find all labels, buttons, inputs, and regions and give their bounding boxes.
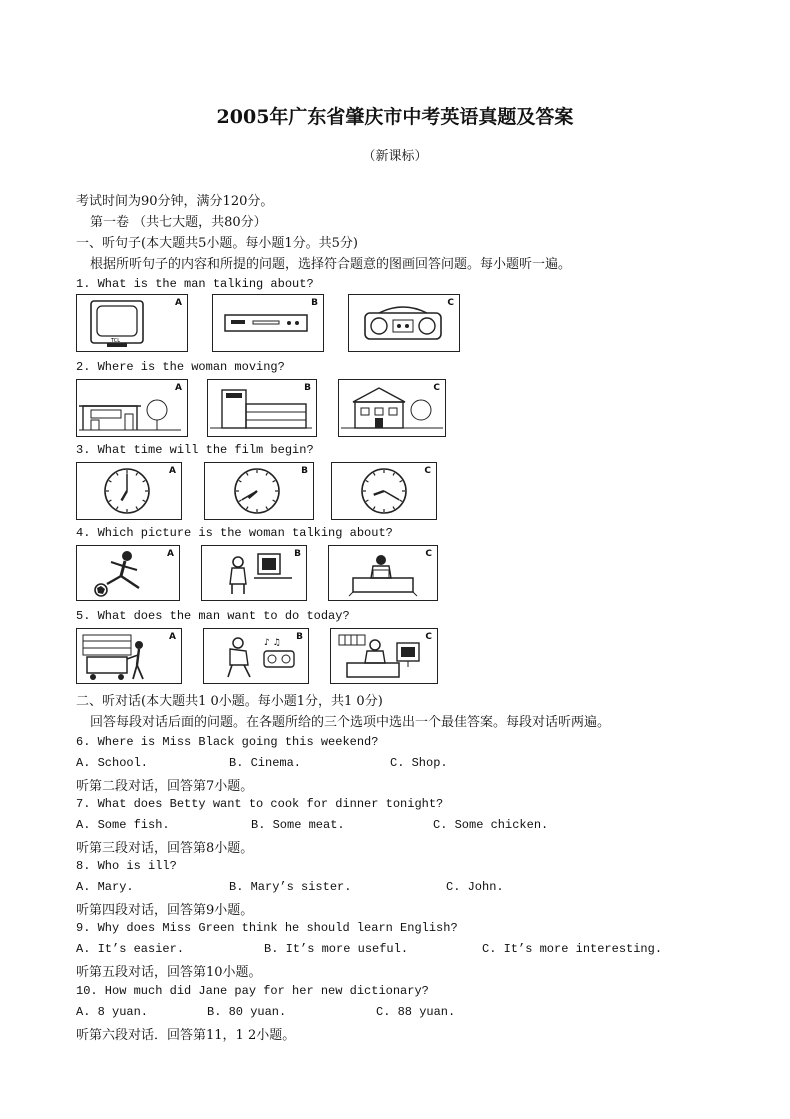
video-player-icon [213,295,323,351]
option-6a[interactable]: A. School. [76,756,149,770]
clock-tick [374,473,376,476]
page-title: 2005年广东省肇庆市中考英语真题及答案 [216,106,574,128]
radio-cassette-icon [349,295,459,351]
option-8a[interactable]: A. Mary. [76,880,134,894]
option-7a[interactable]: A. Some fish. [76,818,170,832]
option-6b[interactable]: B. Cinema. [229,756,302,770]
clock-tick [273,500,276,502]
exam-time-line: 考试时间为90分钟，满分120分。 [76,194,274,209]
clock-tick [239,500,242,502]
option-label: B [301,466,308,476]
picture-option-4c[interactable] [328,545,438,601]
clock-icon [332,463,436,519]
option-8c[interactable]: C. John. [446,880,504,894]
option-label: B [311,298,318,308]
question-9: 9. Why does Miss Green think he should learn English? [76,921,458,935]
picture-option-3a[interactable] [76,462,182,520]
clock-tick [366,481,369,483]
question-5: 5. What does the man want to do today? [76,609,350,623]
house-icon [339,380,445,436]
clock-tick [393,473,395,476]
dialog-note-7: 听第二段对话，回答第7小题。 [76,779,254,794]
picture-option-2b[interactable] [207,379,317,437]
option-9b[interactable]: B. It’s more useful. [264,942,409,956]
picture-option-2c[interactable] [338,379,446,437]
shop-building-icon [77,380,187,436]
soccer-player-icon [77,546,179,600]
option-label: C [424,466,431,476]
question-6: 6. Where is Miss Black going this weekend? [76,735,379,749]
picture-option-4a[interactable] [76,545,180,601]
svg-text:TCL: TCL [111,338,121,344]
dialog-note-9: 听第四段对话，回答第9小题。 [76,903,254,918]
clock-tick [136,473,138,476]
question-4: 4. Which picture is the woman talking about? [76,526,393,540]
factory-building-icon [208,380,316,436]
clock-tick [109,500,112,502]
section-one-heading: 一、听句子(本大题共5小题。每小题1分。共5分) [76,236,358,251]
svg-text:♪ ♫: ♪ ♫ [264,638,281,648]
clock-tick [143,481,146,483]
clock-tick [247,473,249,476]
section-two-heading: 二、听对话(本大题共1 0小题。每小题1分，共1 0分) [76,694,383,709]
option-6c[interactable]: C. Shop. [390,756,448,770]
option-label: C [425,632,432,642]
teacher-at-desk-icon [329,546,437,600]
option-10b[interactable]: B. 80 yuan. [207,1005,287,1019]
clock-icon [205,463,313,519]
option-label: A [169,632,176,642]
office-worker-icon [331,629,437,683]
option-label: A [169,466,176,476]
option-label: B [304,383,311,393]
picture-option-1a[interactable] [76,294,188,352]
picture-option-3b[interactable] [204,462,314,520]
clock-hour-hand [374,491,384,495]
part-one-heading: 第一卷 （共七大题，共80分） [90,215,267,230]
shopping-cart-icon [77,629,181,683]
clock-icon [77,463,181,519]
clock-minute-hand [384,491,399,500]
clock-tick [400,481,403,483]
question-7: 7. What does Betty want to cook for dinner tonight? [76,797,444,811]
clock-tick [374,507,376,510]
option-label: B [294,549,301,559]
option-10c[interactable]: C. 88 yuan. [376,1005,456,1019]
question-2: 2. Where is the woman moving? [76,360,285,374]
page-subtitle: （新课标） [362,149,428,164]
picture-option-1c[interactable] [348,294,460,352]
picture-option-4b[interactable] [201,545,307,601]
dialog-note-11-12: 听第六段对话．回答第11，1 2小题。 [76,1028,296,1043]
picture-option-5c[interactable] [330,628,438,684]
clock-tick [109,481,112,483]
question-3: 3. What time will the film begin? [76,443,314,457]
option-7c[interactable]: C. Some chicken. [433,818,549,832]
option-10a[interactable]: A. 8 yuan. [76,1005,149,1019]
option-label: B [296,632,303,642]
clock-tick [400,500,403,502]
picture-option-5a[interactable] [76,628,182,684]
option-label: A [167,549,174,559]
option-label: A [175,383,182,393]
dialog-note-10: 听第五段对话，回答第10小题。 [76,965,262,980]
clock-tick [266,507,268,510]
picture-option-5b[interactable] [203,628,309,684]
clock-tick [239,481,242,483]
picture-option-1b[interactable] [212,294,324,352]
clock-tick [366,500,369,502]
clock-tick [143,500,146,502]
clock-tick [136,507,138,510]
clock-tick [117,473,119,476]
clock-tick [273,481,276,483]
option-9c[interactable]: C. It’s more interesting. [482,942,663,956]
option-9a[interactable]: A. It’s easier. [76,942,185,956]
question-1: 1. What is the man talking about? [76,277,314,291]
clock-tick [117,507,119,510]
option-7b[interactable]: B. Some meat. [251,818,345,832]
option-8b[interactable]: B. Mary’s sister. [229,880,352,894]
clock-tick [266,473,268,476]
section-one-instruction: 根据所听句子的内容和所提的问题，选择符合题意的图画回答问题。每小题听一遍。 [90,257,572,272]
section-two-instruction: 回答每段对话后面的问题。在各题所给的三个选项中选出一个最佳答案。每段对话听两遍。 [90,715,611,730]
option-label: C [425,549,432,559]
option-label: C [433,383,440,393]
tv-icon [77,295,187,351]
option-label: A [175,298,182,308]
dialog-note-8: 听第三段对话，回答第8小题。 [76,841,254,856]
clock-tick [393,507,395,510]
picture-option-2a[interactable] [76,379,188,437]
question-8: 8. Who is ill? [76,859,177,873]
picture-option-3c[interactable] [331,462,437,520]
option-label: C [447,298,454,308]
clock-hour-hand [122,491,128,501]
question-10: 10. How much did Jane pay for her new dictionary? [76,984,429,998]
music-listener-icon [204,629,308,683]
computer-user-icon [202,546,306,600]
clock-tick [247,507,249,510]
